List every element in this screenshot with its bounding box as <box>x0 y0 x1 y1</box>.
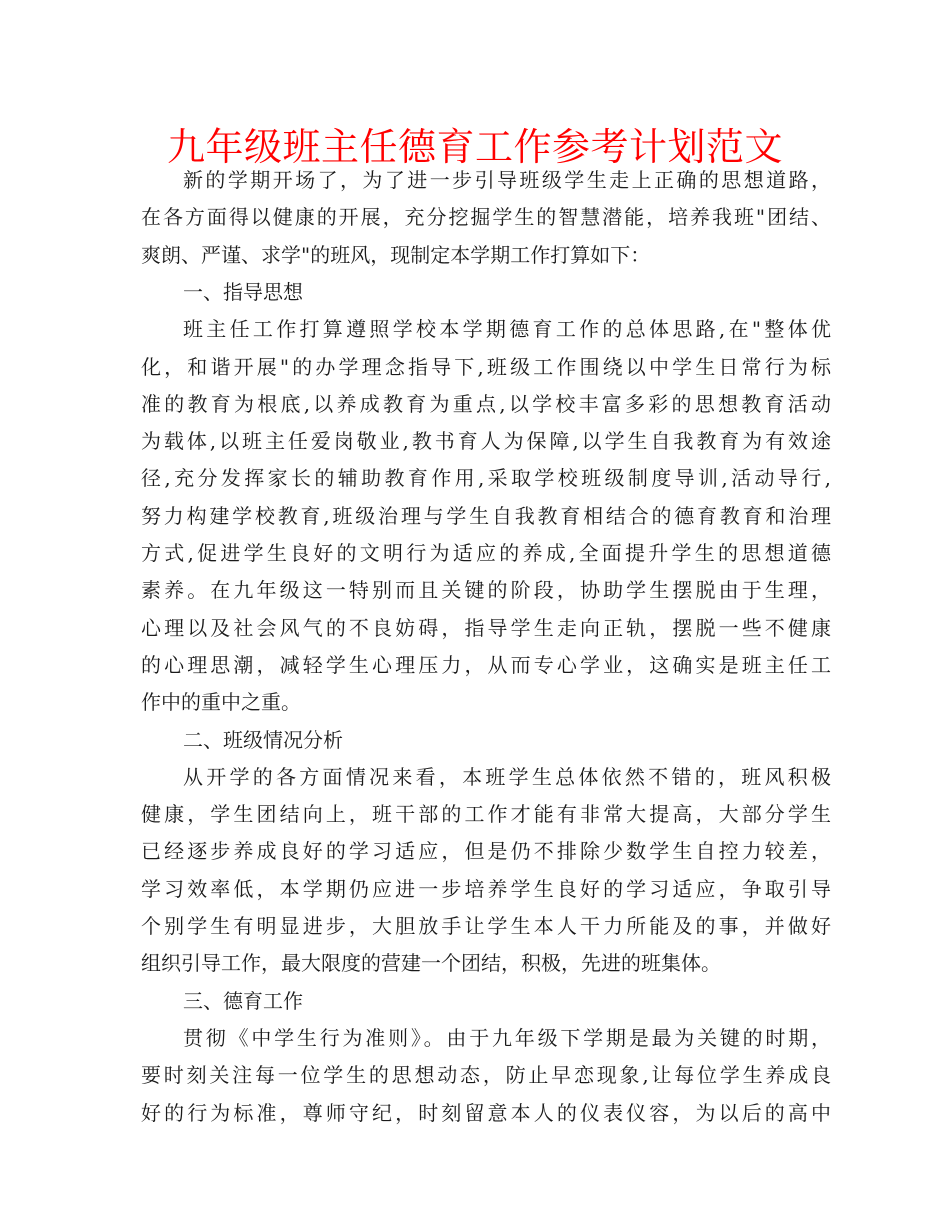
document-title: 九年级班主任德育工作参考计划范文 <box>166 125 783 169</box>
text-line: 贯彻《中学生行为准则》。由于九年级下学期是最为关键的时期， <box>183 1026 831 1050</box>
text-line: 班主任工作打算遵照学校本学期德育工作的总体思路,在"整体优 <box>183 317 831 341</box>
text-line: 三、德育工作 <box>183 989 303 1013</box>
text-line: 方式,促进学生良好的文明行为适应的养成,全面提升学生的思想道德 <box>141 541 831 565</box>
text-line: 已经逐步养成良好的学习适应，但是仍不排除少数学生自控力较差， <box>141 839 831 863</box>
text-line: 好的行为标准，尊师守纪，时刻留意本人的仪表仪容，为以后的高中 <box>141 1101 831 1125</box>
text-line: 二、班级情况分析 <box>183 728 343 752</box>
text-line: 个别学生有明显进步，大胆放手让学生本人干力所能及的事，并做好 <box>141 914 831 938</box>
text-line: 爽朗、严谨、求学"的班风，现制定本学期工作打算如下： <box>141 243 651 267</box>
text-line: 作中的重中之重。 <box>141 690 301 714</box>
text-line: 努力构建学校教育,班级治理与学生自我教育相结合的德育教育和治理 <box>141 504 831 528</box>
text-line: 一、指导思想 <box>183 280 303 304</box>
text-line: 在各方面得以健康的开展，充分挖掘学生的智慧潜能，培养我班"团结、 <box>141 205 831 229</box>
text-line: 径,充分发挥家长的辅助教育作用,采取学校班级制度导训,活动导行, <box>141 466 831 490</box>
text-line: 素养。在九年级这一特别而且关键的阶段，协助学生摆脱由于生理， <box>141 578 831 602</box>
text-line: 心理以及社会风气的不良妨碍，指导学生走向正轨，摆脱一些不健康 <box>141 616 831 640</box>
text-line: 学习效率低，本学期仍应进一步培养学生良好的学习适应，争取引导 <box>141 877 831 901</box>
text-line: 新的学期开场了，为了进一步引导班级学生走上正确的思想道路， <box>183 168 831 192</box>
text-line: 为载体,以班主任爱岗敬业,教书育人为保障,以学生自我教育为有效途 <box>141 429 831 453</box>
text-line: 准的教育为根底,以养成教育为重点,以学校丰富多彩的思想教育活动 <box>141 392 831 416</box>
text-line: 要时刻关注每一位学生的思想动态，防止早恋现象,让每位学生养成良 <box>141 1063 831 1087</box>
text-line: 健康，学生团结向上，班干部的工作才能有非常大提高，大部分学生 <box>141 802 831 826</box>
text-line: 组织引导工作，最大限度的营建一个团结，积极，先进的班集体。 <box>141 951 721 975</box>
text-line: 化，和谐开展"的办学理念指导下,班级工作围绕以中学生日常行为标 <box>141 355 831 379</box>
text-line: 的心理思潮，减轻学生心理压力，从而专心学业，这确实是班主任工 <box>141 653 831 677</box>
text-line: 从开学的各方面情况来看，本班学生总体依然不错的，班风积极 <box>183 765 831 789</box>
